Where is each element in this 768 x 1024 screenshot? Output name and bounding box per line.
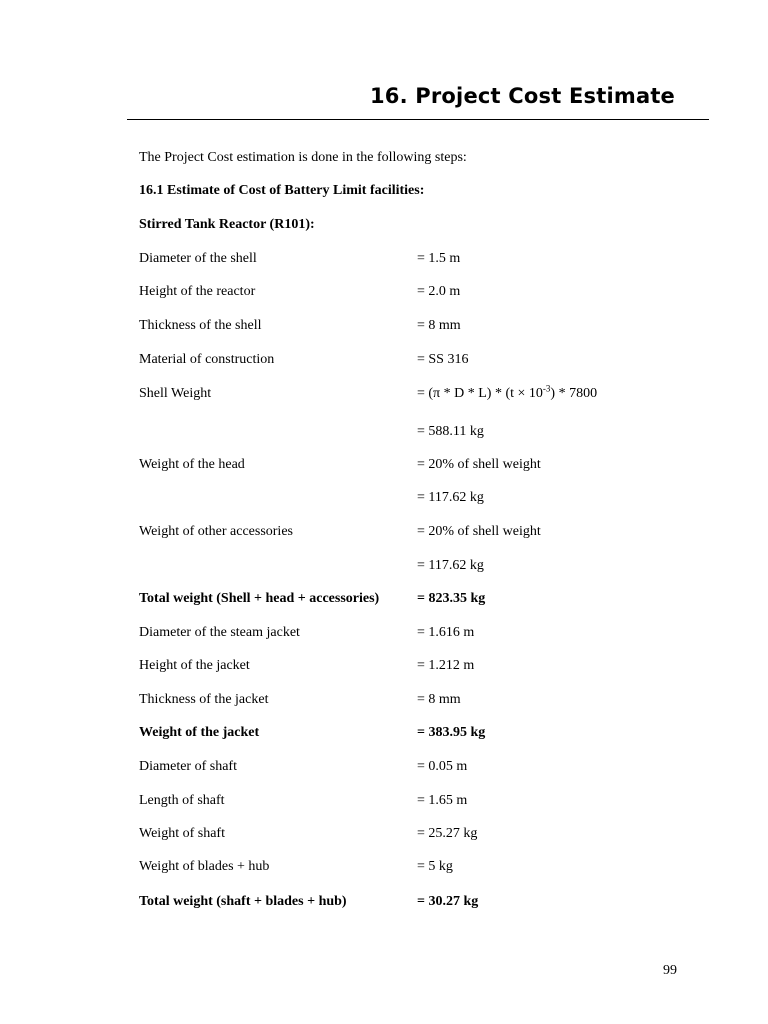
calc-label: Weight of shaft — [139, 826, 225, 841]
formula-text: = (π * D * L) * (t × 10 — [417, 386, 543, 401]
calc-row-accessories-weight — [139, 524, 699, 544]
calc-row-shell-weight-formula — [139, 383, 699, 406]
calc-row-jacket-height — [139, 658, 699, 678]
chapter-title: 16. Project Cost Estimate — [369, 84, 675, 108]
formula-exponent: -3 — [542, 383, 551, 394]
calc-row-shell-weight-result — [139, 424, 699, 444]
calc-value-formula — [417, 383, 598, 402]
calc-value: = 823.35 kg — [417, 591, 486, 606]
calc-row-shaft-weight — [139, 826, 699, 846]
calc-label: Length of shaft — [139, 793, 225, 808]
calc-row-material — [139, 352, 699, 372]
calc-row-shaft-length — [139, 793, 699, 813]
calc-label: Diameter of shaft — [139, 759, 237, 774]
calc-value: = 30.27 kg — [417, 894, 479, 909]
calc-label: Material of construction — [139, 352, 275, 367]
calc-value: = 20% of shell weight — [417, 457, 541, 472]
calc-row-shell-thickness — [139, 318, 699, 338]
calc-label: Diameter of the steam jacket — [139, 625, 300, 640]
calc-value: = 1.616 m — [417, 625, 475, 640]
calc-row-head-weight — [139, 457, 699, 477]
intro-paragraph: The Project Cost estimation is done in the following steps: — [139, 150, 467, 165]
calc-value: = 1.5 m — [417, 251, 461, 266]
title-divider — [127, 119, 709, 120]
calc-row-jacket-thickness — [139, 692, 699, 712]
calc-value: = SS 316 — [417, 352, 469, 367]
calc-label: Height of the reactor — [139, 284, 256, 299]
calc-label: Weight of blades + hub — [139, 859, 270, 874]
calc-label: Total weight (Shell + head + accessories) — [139, 591, 380, 606]
calc-label: Weight of the head — [139, 457, 245, 472]
calc-value: = 0.05 m — [417, 759, 468, 774]
calc-value: = 2.0 m — [417, 284, 461, 299]
subsection-heading: Stirred Tank Reactor (R101): — [139, 217, 315, 232]
calc-row-blades-hub-weight — [139, 859, 699, 879]
calc-label: Diameter of the shell — [139, 251, 257, 266]
calc-row-shell-diameter — [139, 251, 699, 271]
calc-value: = 25.27 kg — [417, 826, 478, 841]
calc-value: = 8 mm — [417, 692, 461, 707]
calc-value: = 117.62 kg — [417, 490, 484, 505]
calc-label: Thickness of the jacket — [139, 692, 269, 707]
section-heading: 16.1 Estimate of Cost of Battery Limit facilities: — [139, 183, 425, 198]
calc-row-reactor-height — [139, 284, 699, 304]
calc-label: Shell Weight — [139, 386, 212, 401]
calc-row-jacket-diameter — [139, 625, 699, 645]
calc-value: = 1.65 m — [417, 793, 468, 808]
calc-value: = 383.95 kg — [417, 725, 486, 740]
calc-value: = 20% of shell weight — [417, 524, 541, 539]
calc-value: = 588.11 kg — [417, 424, 484, 439]
calc-value: = 1.212 m — [417, 658, 475, 673]
calc-value: = 117.62 kg — [417, 558, 484, 573]
calc-label: Height of the jacket — [139, 658, 250, 673]
formula-text: ) * 7800 — [550, 386, 598, 401]
calc-label: Thickness of the shell — [139, 318, 262, 333]
calc-label: Total weight (shaft + blades + hub) — [139, 894, 347, 909]
calc-row-head-weight-result — [139, 490, 699, 510]
calc-value: = 8 mm — [417, 318, 461, 333]
page-number: 99 — [663, 963, 677, 978]
calc-row-jacket-weight — [139, 725, 699, 745]
calc-row-shaft-diameter — [139, 759, 699, 779]
calc-row-total-shaft-weight — [139, 894, 699, 914]
calc-row-accessories-weight-result — [139, 558, 699, 578]
calc-label: Weight of other accessories — [139, 524, 293, 539]
calc-row-total-shell-weight — [139, 591, 699, 611]
calc-value: = 5 kg — [417, 859, 453, 874]
calc-label: Weight of the jacket — [139, 725, 260, 740]
